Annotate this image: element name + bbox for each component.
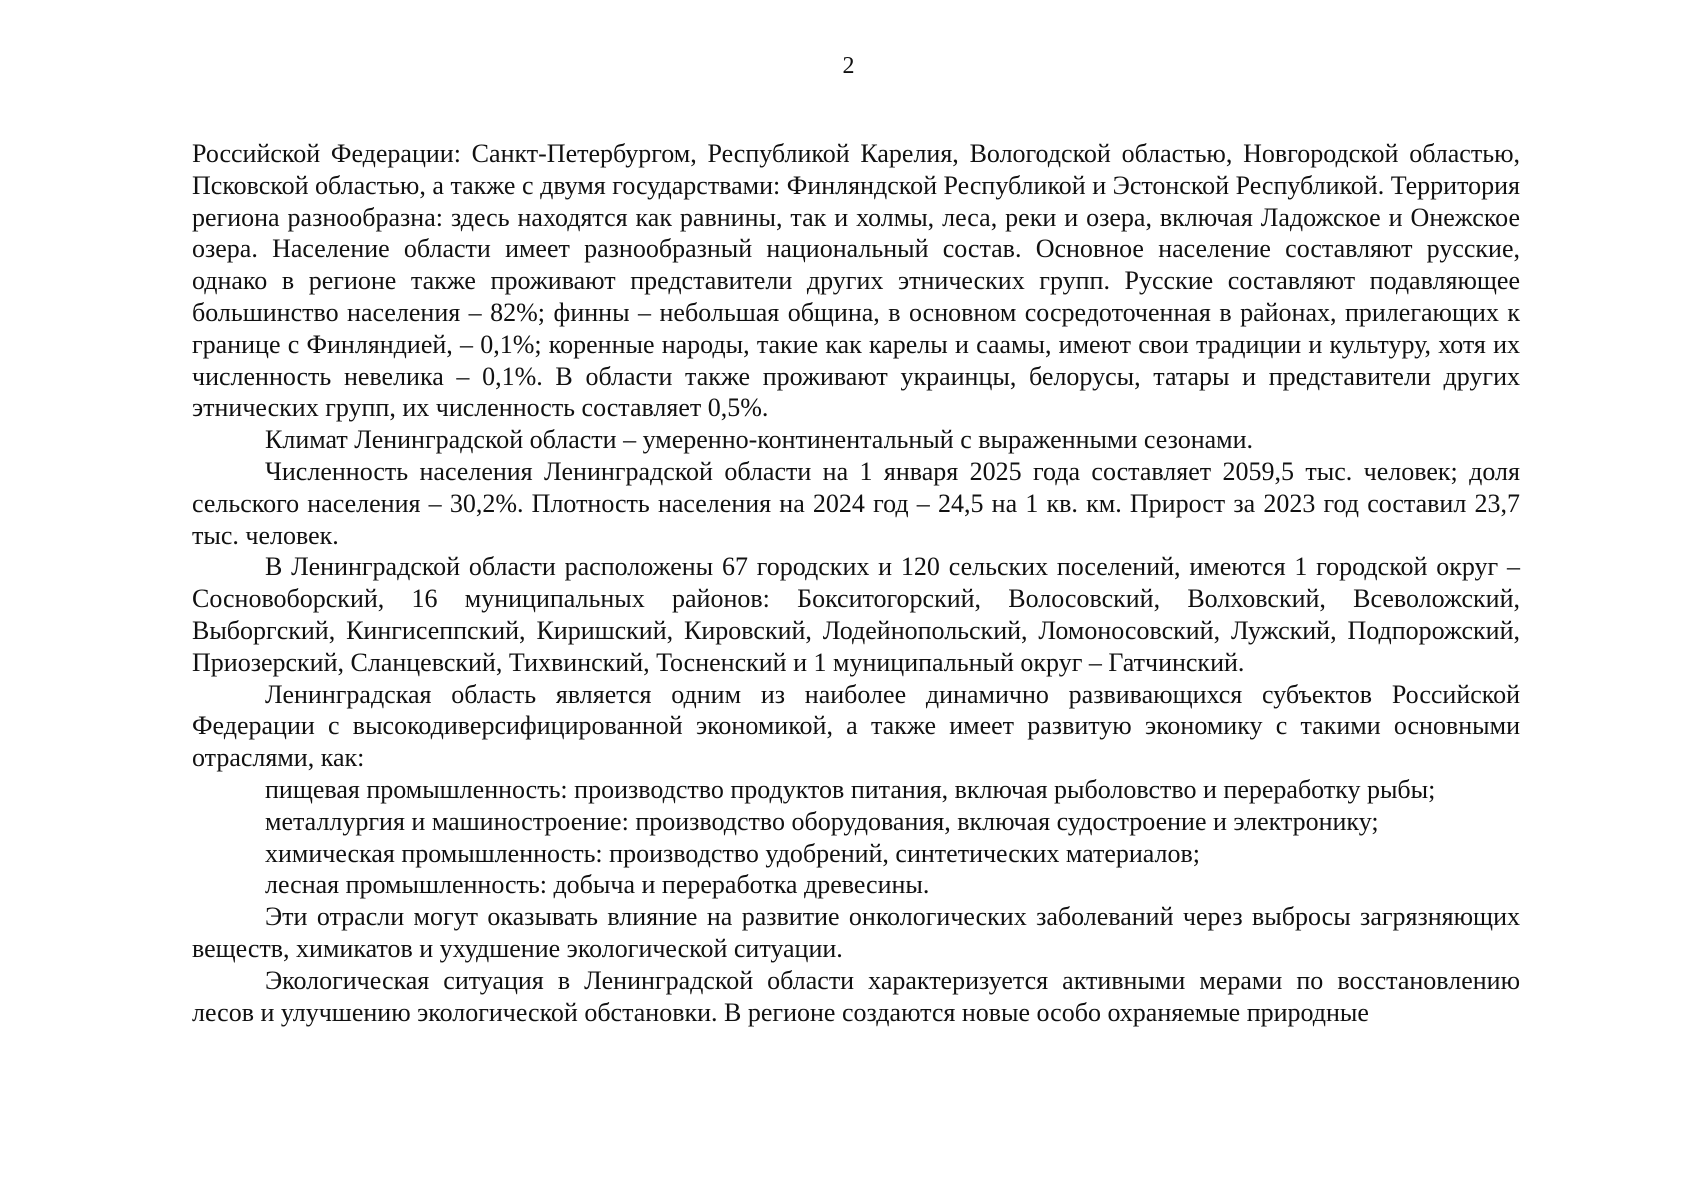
- paragraph-population: Численность населения Ленинградской области на 1 января 2025 года составляет 2059,5 тыс. человек; доля сельского населения – 30,2%. Плотность населения на 2024 год – 24,5 на 1 кв. км. Прирост за 2023 год составил 23,7 тыс. человек.: [192, 456, 1520, 550]
- paragraph-ecology: Экологическая ситуация в Ленинградской области характеризуется активными мерами по восстановлению лесов и улучшению экологической обстановки. В регионе создаются новые особо охраняемые природные: [192, 965, 1520, 1027]
- paragraph-region-overview: Российской Федерации: Санкт-Петербургом, Республикой Карелия, Вологодской областью, Новгородской областью, Псковской областью, а также с двумя государствами: Финляндской Республикой и Эстонской Республикой. Территория региона разнообразна: здесь находятся как равнины, так и холмы, леса, реки и озера, включая Ладожское и Онежское озера. Население области имеет разнообразный национальный состав. Основное население составляют русские, однако в регионе также проживают представители других этнических групп. Русские составляют подавляющее большинство населения – 82%; финны – небольшая община, в основном сосредоточенная в районах, прилегающих к границе с Финляндией, – 0,1%; коренные народы, такие как карелы и саамы, имеют свои традиции и культуру, хотя их численность невелика – 0,1%. В области также проживают украинцы, белорусы, татары и представители других этнических групп, их численность составляет 0,5%.: [192, 139, 1520, 423]
- paragraph-economy: Ленинградская область является одним из наиболее динамично развивающихся субъектов Российской Федерации с высокодиверсифицированной экономикой, а также имеет развитую экономику с такими основными отраслями, как:: [192, 679, 1520, 773]
- list-item-metallurgy: металлургия и машиностроение: производство оборудования, включая судостроение и электронику;: [265, 806, 1379, 836]
- page-number: 2: [842, 53, 855, 79]
- list-item-chemical-industry: химическая промышленность: производство удобрений, синтетических материалов;: [265, 838, 1201, 868]
- paragraph-industry-impact: Эти отрасли могут оказывать влияние на развитие онкологических заболеваний через выбросы загрязняющих веществ, химикатов и ухудшение экологической ситуации.: [192, 902, 1520, 963]
- list-item-food-industry: пищевая промышленность: производство продуктов питания, включая рыболовство и переработку рыбы;: [265, 774, 1436, 804]
- list-item-forest-industry: лесная промышленность: добыча и переработка древесины.: [265, 870, 930, 900]
- paragraph-municipalities: В Ленинградской области расположены 67 городских и 120 сельских поселений, имеются 1 городской округ – Сосновоборский, 16 муниципальных районов: Бокситогорский, Волосовский, Волховский, Всеволожский, Выборгский, Кингисеппский, Киришский, Кировский, Лодейнопольский, Ломоносовский, Лужский, Подпорожский, Приозерский, Сланцевский, Тихвинский, Тосненский и 1 муниципальный округ – Гатчинский.: [192, 552, 1520, 677]
- document-body: [192, 138, 1520, 1028]
- paragraph-climate: Климат Ленинградской области – умеренно-континентальный с выраженными сезонами.: [265, 425, 1254, 455]
